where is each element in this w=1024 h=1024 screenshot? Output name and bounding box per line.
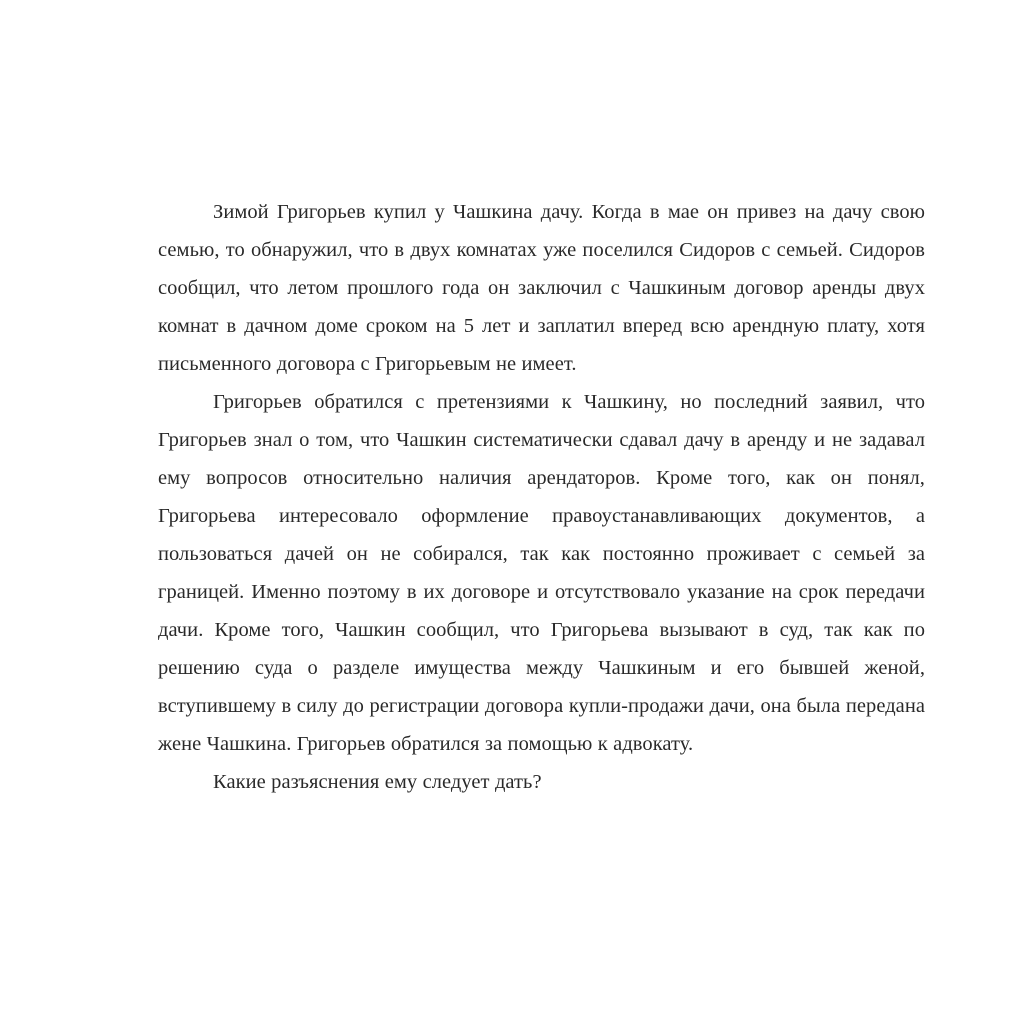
document-text-column — [158, 193, 925, 801]
body-paragraph-1: Зимой Григорьев купил у Чашкина дачу. Когда в мае он привез на дачу свою семью, то обнаружил, что в двух комнатах уже поселился Сидоров с семьей. Сидоров сообщил, что летом прошлого года он заключил с Чашкиным договор аренды двух комнат в дачном доме сроком на 5 лет и заплатил вперед всю арендную плату, хотя письменного договора с Григорьевым не имеет. — [158, 201, 925, 375]
body-paragraph-2: Григорьев обратился с претензиями к Чашкину, но последний заявил, что Григорьев знал о том, что Чашкин систематически сдавал дачу в аренду и не задавал ему вопросов относительно наличия арендаторов. Кроме того, как он понял, Григорьева интересовало оформление правоустанавливающих документов, а пользоваться дачей он не собирался, так как постоянно проживает с семьей за границей. Именно поэтому в их договоре и отсутствовало указание на срок передачи дачи. Кроме того, Чашкин сообщил, что Григорьева вызывают в суд, так как по решению суда о разделе имущества между Чашкиным и его бывшей женой, вступившему в силу до регистрации договора купли-продажи дачи, она была передана жене Чашкина. Григорьев обратился за помощью к адвокату. — [158, 391, 925, 755]
body-paragraph-3-question: Какие разъяснения ему следует дать? — [213, 771, 542, 793]
